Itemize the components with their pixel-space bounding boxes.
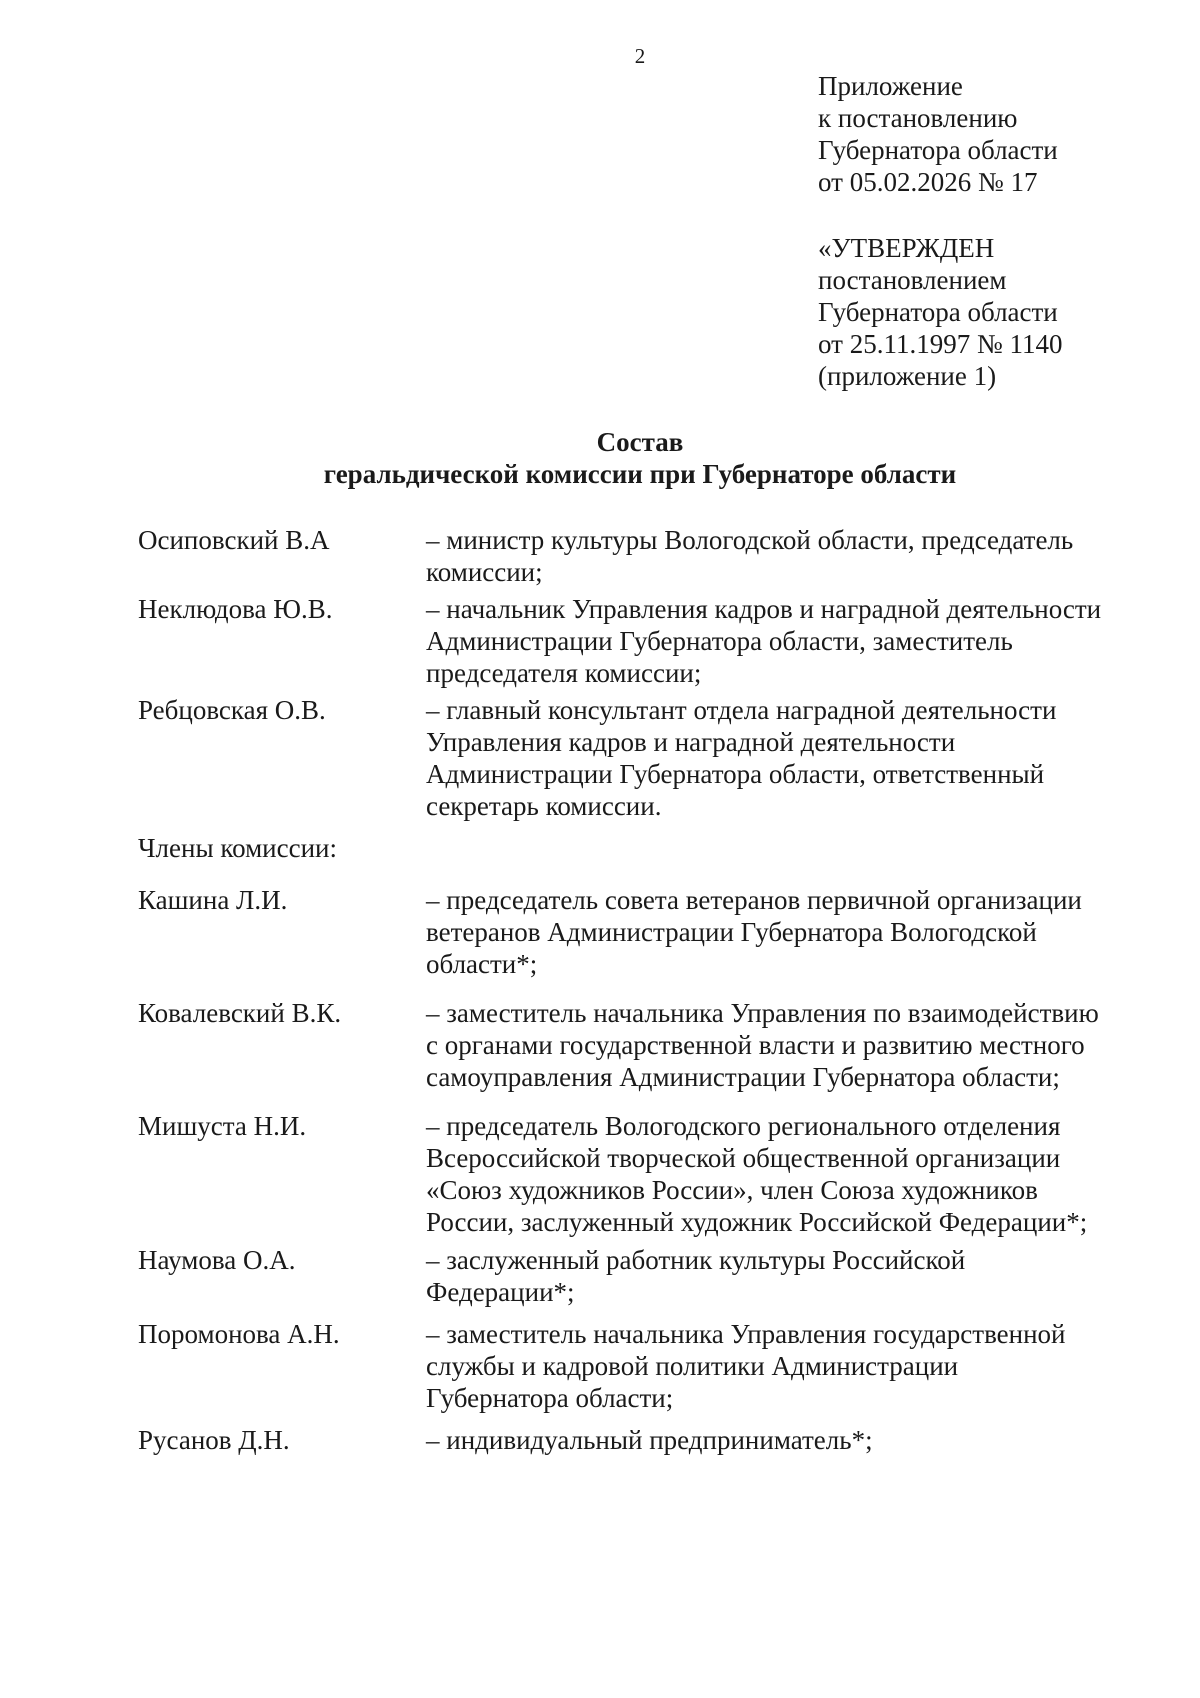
member-role [426, 694, 1158, 822]
appendix-line: Губернатора области [818, 135, 1058, 165]
approval-line: от 25.11.1997 № 1140 [818, 329, 1063, 359]
appendix-line: от 05.02.2026 № 17 [818, 167, 1038, 197]
title-line-2: геральдической комиссии при Губернаторе области [323, 459, 957, 489]
role-line: самоуправления Администрации Губернатора области; [426, 1062, 1060, 1092]
page-number: 2 [634, 44, 646, 68]
role-line: – заместитель начальника Управления по взаимодействию [426, 998, 1099, 1028]
member-role [426, 524, 1158, 588]
role-line: – индивидуальный предприниматель*; [426, 1425, 873, 1455]
member-row [138, 1424, 1158, 1456]
role-line: – заслуженный работник культуры Российской [426, 1245, 966, 1275]
member-name: Наумова О.А. [138, 1245, 296, 1275]
member-role [426, 1318, 1158, 1414]
role-line: Всероссийской творческой общественной организации [426, 1143, 1061, 1173]
member-role [426, 884, 1158, 980]
member-row [138, 694, 1158, 822]
role-line: Управления кадров и наградной деятельности [426, 727, 956, 757]
role-line: секретарь комиссии. [426, 791, 662, 821]
member-name: Русанов Д.Н. [138, 1425, 290, 1455]
member-role [426, 1424, 1158, 1456]
member-name: Мишуста Н.И. [138, 1111, 307, 1141]
member-row [138, 1244, 1158, 1308]
members-section-label: Члены комиссии: [138, 833, 337, 863]
member-name: Неклюдова Ю.В. [138, 594, 333, 624]
member-role [426, 1110, 1158, 1238]
role-line: службы и кадровой политики Администрации [426, 1351, 959, 1381]
member-role [426, 997, 1158, 1093]
member-row [138, 524, 1158, 588]
role-line: – заместитель начальника Управления государственной [426, 1319, 1066, 1349]
approval-line: постановлением [818, 265, 1007, 295]
member-row [138, 884, 1158, 980]
role-line: Федерации*; [426, 1277, 575, 1307]
role-line: Администрации Губернатора области, ответственный [426, 759, 1045, 789]
member-name: Ковалевский В.К. [138, 998, 342, 1028]
role-line: – начальник Управления кадров и наградной деятельности [426, 594, 1102, 624]
role-line: – председатель совета ветеранов первичной организации [426, 885, 1082, 915]
role-line: Администрации Губернатора области, заместитель [426, 626, 1013, 656]
approval-line: Губернатора области [818, 297, 1058, 327]
commission-composition [138, 524, 1158, 1456]
role-line: – главный консультант отдела наградной деятельности [426, 695, 1057, 725]
member-name: Поромонова А.Н. [138, 1319, 340, 1349]
member-row [138, 997, 1158, 1093]
role-line: комиссии; [426, 557, 543, 587]
approval-line: (приложение 1) [818, 361, 997, 391]
member-role [426, 1244, 1158, 1308]
role-line: «Союз художников России», член Союза художников [426, 1175, 1038, 1205]
role-line: области*; [426, 949, 538, 979]
role-line: России, заслуженный художник Российской Федерации*; [426, 1207, 1088, 1237]
appendix-header [818, 70, 1058, 198]
member-row [138, 1110, 1158, 1238]
member-role [426, 593, 1158, 689]
member-name: Осиповский В.А [138, 525, 330, 555]
approval-line: «УТВЕРЖДЕН [818, 233, 995, 263]
member-row [138, 1318, 1158, 1414]
member-name: Ребцовская О.В. [138, 695, 326, 725]
member-name: Кашина Л.И. [138, 885, 288, 915]
role-line: председателя комиссии; [426, 658, 702, 688]
document-title [0, 426, 1200, 490]
appendix-line: Приложение [818, 71, 963, 101]
approval-stamp-text [818, 232, 1062, 392]
role-line: – председатель Вологодского регионального отделения [426, 1111, 1061, 1141]
appendix-line: к постановлению [818, 103, 1018, 133]
member-row [138, 593, 1158, 689]
title-line-1: Состав [596, 427, 684, 457]
role-line: – министр культуры Вологодской области, председатель [426, 525, 1074, 555]
role-line: с органами государственной власти и развитию местного [426, 1030, 1085, 1060]
role-line: Губернатора области; [426, 1383, 674, 1413]
role-line: ветеранов Администрации Губернатора Вологодской [426, 917, 1037, 947]
